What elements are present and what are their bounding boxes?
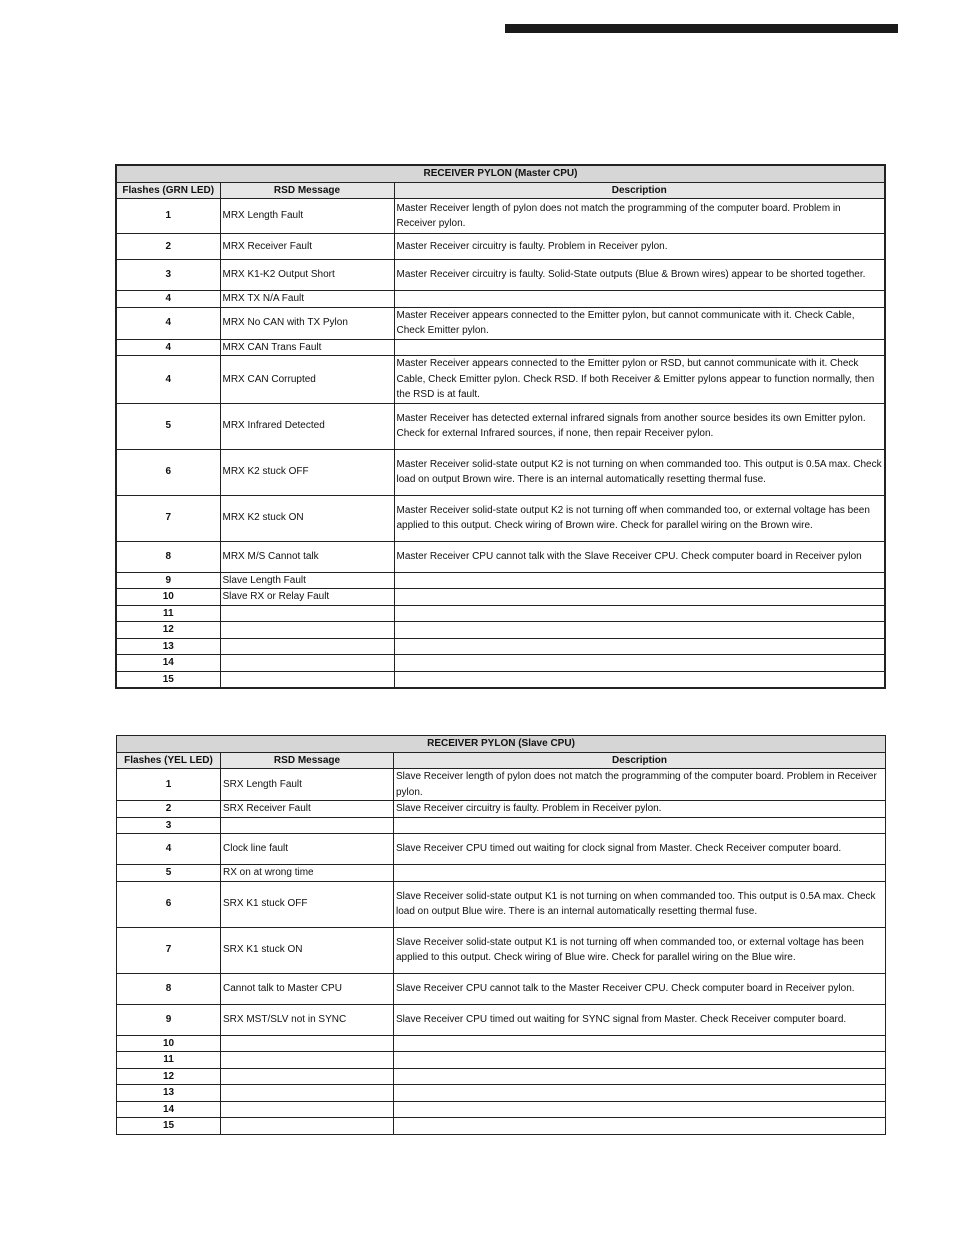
description [394,1035,886,1052]
flash-count: 8 [117,973,221,1004]
rsd-message [220,605,394,622]
flash-count: 1 [116,199,220,234]
description: Slave Receiver length of pylon does not match the programming of the computer board. Problem in Receiver pylon. [394,769,886,801]
rsd-message: RX on at wrong time [221,865,394,882]
description [394,655,885,672]
flash-count: 5 [116,403,220,449]
description: Slave Receiver circuitry is faulty. Problem in Receiver pylon. [394,801,886,818]
flash-count: 3 [117,817,221,834]
rsd-message [221,1068,394,1085]
rsd-message: SRX MST/SLV not in SYNC [221,1004,394,1035]
table-row [117,927,886,973]
rsd-message: MRX CAN Trans Fault [220,339,394,356]
rsd-message [220,622,394,639]
rsd-message [220,638,394,655]
rsd-message: SRX K1 stuck ON [221,927,394,973]
flash-count: 11 [117,1052,221,1069]
description [394,865,886,882]
flash-count: 9 [116,572,220,589]
flash-count: 2 [116,234,220,260]
description: Master Receiver circuitry is faulty. Problem in Receiver pylon. [394,234,885,260]
slave-table-body [117,769,886,1135]
description: Slave Receiver CPU timed out waiting for clock signal from Master. Check Receiver computer board. [394,834,886,865]
flash-count: 4 [116,307,220,339]
table-row [116,234,885,260]
description: Slave Receiver CPU timed out waiting for SYNC signal from Master. Check Receiver computer board. [394,1004,886,1035]
description [394,1068,886,1085]
table-row [116,495,885,541]
description [394,622,885,639]
rsd-message: MRX K2 stuck ON [220,495,394,541]
rsd-message [221,1118,394,1135]
table-row [116,403,885,449]
flash-count: 4 [116,356,220,404]
rsd-message: MRX M/S Cannot talk [220,541,394,572]
description: Master Receiver has detected external infrared signals from another source besides its own Emitter pylon. Check for external Infrared sources, if none, then repair Receiver pylon. [394,403,885,449]
flash-count: 6 [117,881,221,927]
rsd-message: MRX K1-K2 Output Short [220,260,394,291]
table-row [117,817,886,834]
description [394,589,885,606]
table-row [116,339,885,356]
table-row [116,449,885,495]
table-row [117,1101,886,1118]
table-row [116,655,885,672]
rsd-message: MRX CAN Corrupted [220,356,394,404]
table-row [117,881,886,927]
description: Slave Receiver solid-state output K1 is not turning on when commanded too. This output is 0.5A max. Check load on output Blue wire. There is an internal automatically resetting thermal fuse. [394,881,886,927]
description: Master Receiver circuitry is faulty. Solid-State outputs (Blue & Brown wires) appear to be shorted together. [394,260,885,291]
col-header-flashes: Flashes (YEL LED) [117,752,221,769]
table-row [116,307,885,339]
rsd-message [220,671,394,688]
table-row [116,589,885,606]
flash-count: 6 [116,449,220,495]
table-row [117,801,886,818]
description [394,817,886,834]
description [394,1085,886,1102]
description: Master Receiver solid-state output K2 is not turning on when commanded too. This output is 0.5A max. Check load on output Brown wire. There is an internal automatically resetting thermal fuse. [394,449,885,495]
description [394,572,885,589]
table-row [116,638,885,655]
flash-count: 4 [116,339,220,356]
rsd-message [220,655,394,672]
flash-count: 7 [117,927,221,973]
rsd-message: Slave RX or Relay Fault [220,589,394,606]
table-row [116,622,885,639]
table-row [116,605,885,622]
rsd-message: MRX K2 stuck OFF [220,449,394,495]
flash-count: 4 [116,291,220,308]
flash-count: 11 [116,605,220,622]
rsd-message [221,1101,394,1118]
flash-count: 10 [116,589,220,606]
slave-cpu-table [116,735,886,1135]
flash-count: 5 [117,865,221,882]
rsd-message: MRX Receiver Fault [220,234,394,260]
table-title: RECEIVER PYLON (Slave CPU) [117,736,886,753]
master-cpu-table [115,164,886,689]
flash-count: 13 [117,1085,221,1102]
flash-count: 12 [117,1068,221,1085]
rsd-message: Cannot talk to Master CPU [221,973,394,1004]
rsd-message: MRX TX N/A Fault [220,291,394,308]
description: Slave Receiver solid-state output K1 is not turning off when commanded too, or external voltage has been applied to this output. Check wiring of Blue wire. Check for parallel wiring on the Blue wire. [394,927,886,973]
table-row [116,541,885,572]
table-row [117,1035,886,1052]
flash-count: 14 [116,655,220,672]
flash-count: 3 [116,260,220,291]
table-row [117,1085,886,1102]
flash-count: 9 [117,1004,221,1035]
flash-count: 13 [116,638,220,655]
description [394,605,885,622]
table-title: RECEIVER PYLON (Master CPU) [116,165,885,182]
table-row [117,1068,886,1085]
col-header-description: Description [394,182,885,199]
flash-count: 12 [116,622,220,639]
table-row [116,356,885,404]
table-row [116,199,885,234]
description [394,671,885,688]
rsd-message [221,1035,394,1052]
rsd-message: SRX Length Fault [221,769,394,801]
description [394,1118,886,1135]
table-row [116,260,885,291]
description [394,1052,886,1069]
table-row [117,1052,886,1069]
description [394,638,885,655]
description: Master Receiver CPU cannot talk with the Slave Receiver CPU. Check computer board in Receiver pylon [394,541,885,572]
col-header-rsd-message: RSD Message [220,182,394,199]
flash-count: 8 [116,541,220,572]
rsd-message [221,1052,394,1069]
table-row [116,291,885,308]
table-row [117,1118,886,1135]
description: Master Receiver length of pylon does not match the programming of the computer board. Problem in Receiver pylon. [394,199,885,234]
col-header-description: Description [394,752,886,769]
table-row [116,572,885,589]
col-header-flashes: Flashes (GRN LED) [116,182,220,199]
description [394,1101,886,1118]
rsd-message: SRX K1 stuck OFF [221,881,394,927]
flash-count: 4 [117,834,221,865]
flash-count: 2 [117,801,221,818]
table-row [117,834,886,865]
table-row [116,671,885,688]
description [394,339,885,356]
flash-count: 15 [116,671,220,688]
rsd-message: SRX Receiver Fault [221,801,394,818]
flash-count: 14 [117,1101,221,1118]
master-table-body [116,199,885,689]
rsd-message [221,817,394,834]
flash-count: 15 [117,1118,221,1135]
table-row [117,973,886,1004]
header-rule [505,24,898,33]
description: Master Receiver appears connected to the Emitter pylon or RSD, but cannot communicate with it. Check Cable, Check Emitter pylon. Check RSD. If both Receiver & Emitter pylons appear to function normally, then the RSD is at fault. [394,356,885,404]
flash-count: 10 [117,1035,221,1052]
rsd-message: MRX No CAN with TX Pylon [220,307,394,339]
description [394,291,885,308]
rsd-message: Slave Length Fault [220,572,394,589]
rsd-message [221,1085,394,1102]
flash-count: 7 [116,495,220,541]
description: Master Receiver appears connected to the Emitter pylon, but cannot communicate with it. Check Cable, Check Emitter pylon. [394,307,885,339]
col-header-rsd-message: RSD Message [221,752,394,769]
description: Slave Receiver CPU cannot talk to the Master Receiver CPU. Check computer board in Receiver pylon. [394,973,886,1004]
table-row [117,769,886,801]
table-row [117,1004,886,1035]
table-row [117,865,886,882]
rsd-message: Clock line fault [221,834,394,865]
rsd-message: MRX Infrared Detected [220,403,394,449]
description: Master Receiver solid-state output K2 is not turning off when commanded too, or external voltage has been applied to this output. Check wiring of Brown wire. Check for parallel wiring on the Brown wire. [394,495,885,541]
flash-count: 1 [117,769,221,801]
rsd-message: MRX Length Fault [220,199,394,234]
